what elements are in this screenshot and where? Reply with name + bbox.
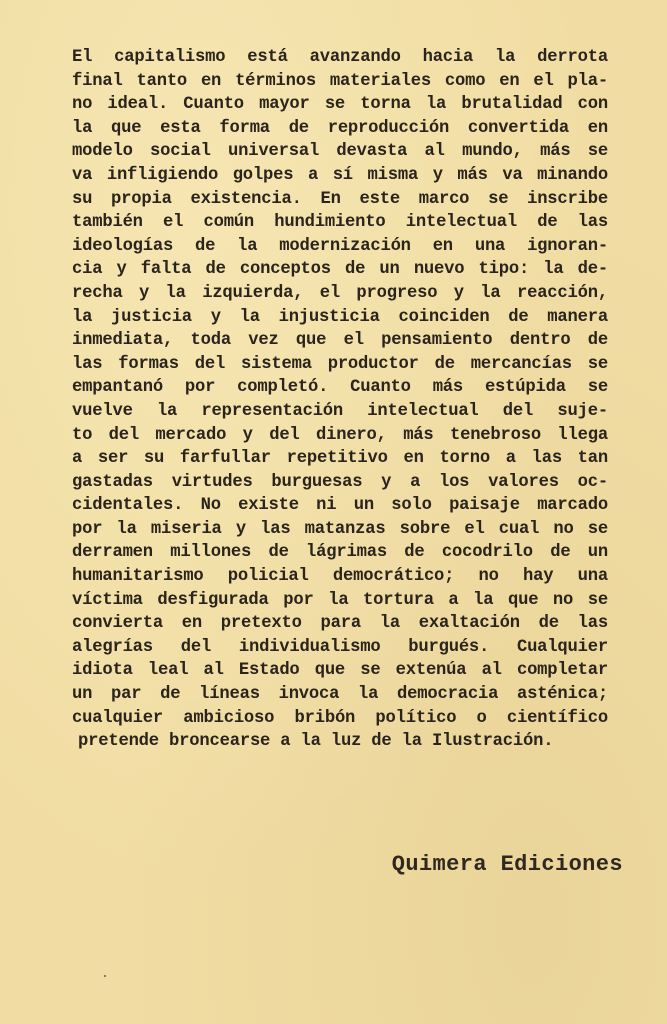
blurb-line: por la miseria y las matanzas sobre el cual no se — [72, 519, 608, 539]
blurb-line: convierta en pretexto para la exaltación de las — [72, 614, 608, 634]
blurb-line: un par de líneas invoca la democracia asténica; — [72, 685, 608, 705]
blurb-line: cualquier ambicioso bribón político o científico — [72, 708, 608, 728]
blurb-line: idiota leal al Estado que se extenúa al completar — [72, 661, 608, 681]
blurb-line: to del mercado y del dinero, más tenebroso llega — [72, 425, 608, 445]
blurb-line: víctima desfigurada por la tortura a la que no se — [72, 590, 608, 610]
blurb-line: ideologías de la modernización en una ignoran- — [72, 236, 608, 256]
blurb-line: su propia existencia. En este marco se inscribe — [72, 189, 608, 209]
blurb-line: cidentales. No existe ni un solo paisaje marcado — [72, 496, 608, 516]
blurb-line: humanitarismo policial democrático; no hay una — [72, 567, 608, 587]
blurb-line: no ideal. Cuanto mayor se torna la brutalidad con — [72, 95, 608, 115]
blurb-line: recha y la izquierda, el progreso y la reacción, — [72, 283, 608, 303]
blurb-line: las formas del sistema productor de mercancías se — [72, 354, 608, 374]
blurb-line: gastadas virtudes burguesas y a los valores oc- — [72, 472, 608, 492]
blurb-line: cia y falta de conceptos de un nuevo tipo: la de- — [72, 260, 608, 280]
blurb-line: vuelve la representación intelectual del suje- — [72, 401, 608, 421]
blurb-line: a ser su farfullar repetitivo en torno a las tan — [72, 449, 608, 469]
blurb-line: inmediata, toda vez que el pensamiento dentro de — [72, 331, 608, 351]
blurb-line: la justicia y la injusticia coinciden de manera — [72, 307, 608, 327]
blurb-line: alegrías del individualismo burgués. Cualquier — [72, 637, 608, 657]
blurb-line: también el común hundimiento intelectual de las — [72, 213, 608, 233]
blurb-line: final tanto en términos materiales como en el pla- — [72, 71, 608, 91]
blurb-line: va infligiendo golpes a sí misma y más va minando — [72, 165, 608, 185]
blurb-line: El capitalismo está avanzando hacia la derrota — [72, 48, 608, 67]
blurb-text — [72, 46, 608, 754]
blurb-line: la que esta forma de reproducción convertida en — [72, 118, 608, 138]
blurb-line: empantanó por completó. Cuanto más estúpida se — [72, 378, 608, 398]
blurb-line: derramen millones de lágrimas de cocodrilo de un — [72, 543, 608, 563]
publisher-name: Quimera Ediciones — [391, 852, 623, 877]
blurb-line-last: pretende broncearse a la luz de la Ilustración. — [78, 732, 554, 752]
paper-speck — [104, 975, 106, 977]
blurb-line: modelo social universal devasta al mundo, más se — [72, 142, 608, 162]
